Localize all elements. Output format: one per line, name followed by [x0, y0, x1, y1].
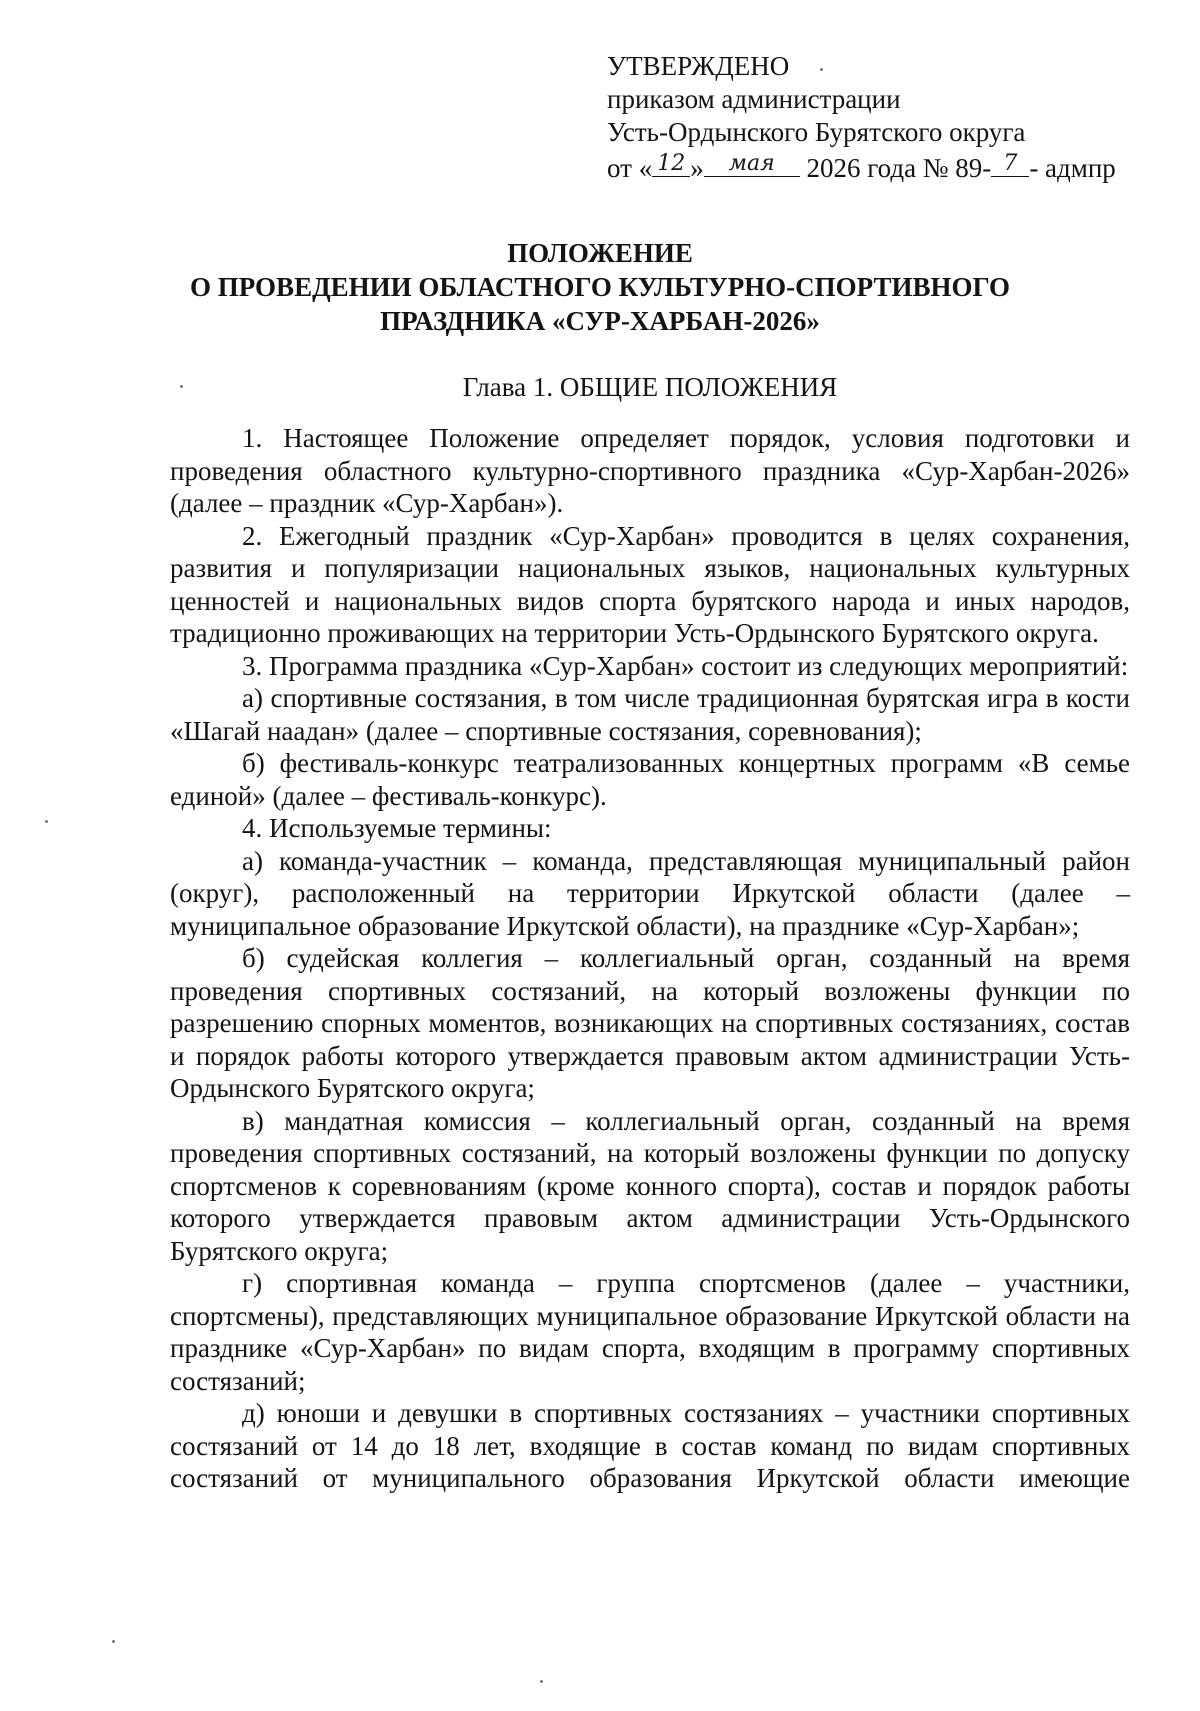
approval-block: [607, 50, 1167, 185]
paragraph-4a: а) команда-участник – команда, представляющая муниципальный район (округ), расположенный на территории Иркутской области (далее – муниципальное образование Иркутской области), на празднике «Сур-Харбан»;: [170, 845, 1130, 941]
handwritten-number: 7: [1003, 151, 1018, 176]
approval-date-line: [607, 149, 1167, 185]
paragraph-4e: д) юноши и девушки в спортивных состязаниях – участники спортивных состязаний от 14 до 18 лет, входящие в состав команд по видам спортивных состязаний от муниципального образования Иркутской области имеющие: [170, 1398, 1130, 1493]
title-line-1: ПОЛОЖЕНИЕ: [507, 238, 693, 268]
title-line-2: О ПРОВЕДЕНИИ ОБЛАСТНОГО КУЛЬТУРНО-СПОРТИВНОГО: [189, 272, 1011, 302]
paragraph-4: 4. Используемые термины:: [242, 813, 552, 843]
year-and-number-text: 2026 года № 89-: [799, 153, 992, 183]
document-title: [100, 236, 1100, 338]
order-suffix: - адмпр: [1029, 153, 1116, 183]
scan-speck: [112, 1640, 115, 1643]
paragraph-4d: г) спортивная команда – группа спортсменов (далее – участники, спортсмены), представляющих муниципальное образование Иркутской области на празднике «Сур-Харбан» по видам спорта, входящим в программу спортивных состязаний;: [170, 1268, 1130, 1396]
paragraph-2: 2. Ежегодный праздник «Сур-Харбан» проводится в целях сохранения, развития и популяризации национальных языков, национальных культурных ценностей и национальных видов спорта бурятского народа и иных народов, традиционно проживающих на территории Усть-Ордынского Бурятского округа.: [170, 520, 1130, 648]
handwritten-day: 12: [657, 151, 686, 176]
date-quote-close: »: [690, 153, 704, 183]
scan-speck: [45, 820, 48, 823]
approval-line-district: Усть-Ордынского Бурятского округа: [607, 117, 1026, 147]
date-prefix: от «: [607, 153, 653, 183]
paragraph-1: 1. Настоящее Положение определяет порядок, условия подготовки и проведения областного культурно-спортивного праздника «Сур-Харбан-2026» (далее – праздник «Сур-Харбан»).: [170, 423, 1130, 518]
paragraph-3b: б) фестиваль-конкурс театрализованных концертных программ «В семье единой» (далее – фестиваль-конкурс).: [170, 748, 1130, 811]
approval-line-order: приказом администрации: [607, 84, 901, 114]
month-blank: [704, 149, 800, 177]
number-blank: [991, 149, 1029, 177]
paragraph-3a: а) спортивные состязания, в том числе традиционная бурятская игра в кости «Шагай наадан» (далее – спортивные состязания, соревнования);: [170, 683, 1130, 746]
scan-speck: [180, 385, 183, 388]
scan-speck: [820, 68, 823, 71]
paragraph-4b: б) судейская коллегия – коллегиальный орган, созданный на время проведения спортивных состязаний, на который возложены функции по разрешению спорных моментов, возникающих на спортивных состязаниях, состав и порядок работы которого утверждается правовым актом администрации Усть-Ордынского Бурятского округа;: [170, 943, 1130, 1103]
title-line-3: ПРАЗДНИКА «СУР-ХАРБАН-2026»: [380, 306, 820, 336]
chapter-heading: Глава 1. ОБЩИЕ ПОЛОЖЕНИЯ: [462, 372, 838, 402]
paragraph-3: 3. Программа праздника «Сур-Харбан» состоит из следующих мероприятий:: [242, 650, 1129, 681]
day-blank: [652, 149, 690, 177]
handwritten-month: мая: [728, 151, 775, 176]
paragraph-4c: в) мандатная комиссия – коллегиальный орган, созданный на время проведения спортивных состязаний, на который возложены функции по допуску спортсменов к соревнованиям (кроме конного спорта), состав и порядок работы которого утверждается правовым актом администрации Усть-Ордынского Бурятского округа;: [170, 1105, 1130, 1266]
document-body: [170, 422, 1130, 1495]
approval-heading: УТВЕРЖДЕНО: [607, 51, 790, 81]
scan-speck: [540, 1680, 543, 1683]
